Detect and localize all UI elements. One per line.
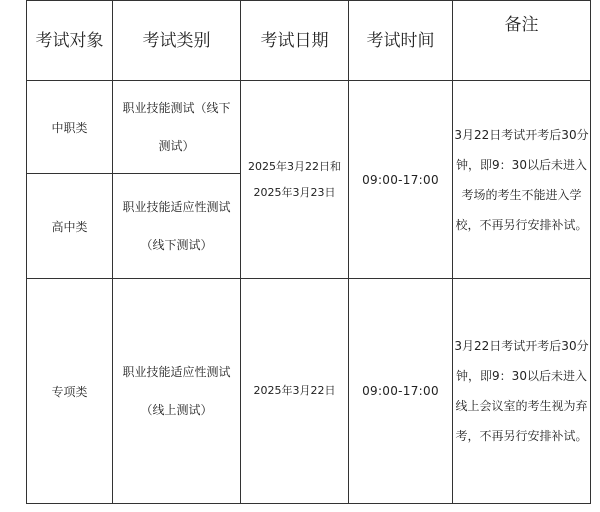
exam-object-cell: 中职类 xyxy=(27,81,113,174)
exam-category-cell: 职业技能适应性测试（线上测试） xyxy=(113,279,241,504)
exam-time-cell: 09:00-17:00 xyxy=(349,279,453,504)
header-row xyxy=(27,1,591,81)
header-remarks: 备注 xyxy=(453,1,591,81)
table-row xyxy=(27,279,591,504)
exam-object-cell: 高中类 xyxy=(27,174,113,279)
header-exam-category: 考试类别 xyxy=(113,1,241,81)
exam-schedule-table xyxy=(26,0,591,504)
header-exam-date: 考试日期 xyxy=(241,1,349,81)
header-exam-object: 考试对象 xyxy=(27,1,113,81)
table-row xyxy=(27,81,591,174)
exam-date-cell: 2025年3月22日 xyxy=(241,279,349,504)
header-exam-time: 考试时间 xyxy=(349,1,453,81)
exam-time-cell: 09:00-17:00 xyxy=(349,81,453,279)
exam-date-cell: 2025年3月22日和2025年3月23日 xyxy=(241,81,349,279)
exam-category-cell: 职业技能测试（线下测试） xyxy=(113,81,241,174)
remarks-cell: 3月22日考试开考后30分钟，即9：30以后未进入线上会议室的考生视为弃考，不再另行安排补试。 xyxy=(453,279,591,504)
exam-object-cell: 专项类 xyxy=(27,279,113,504)
remarks-cell: 3月22日考试开考后30分钟，即9：30以后未进入考场的考生不能进入学校，不再另行安排补试。 xyxy=(453,81,591,279)
exam-category-cell: 职业技能适应性测试（线下测试） xyxy=(113,174,241,279)
